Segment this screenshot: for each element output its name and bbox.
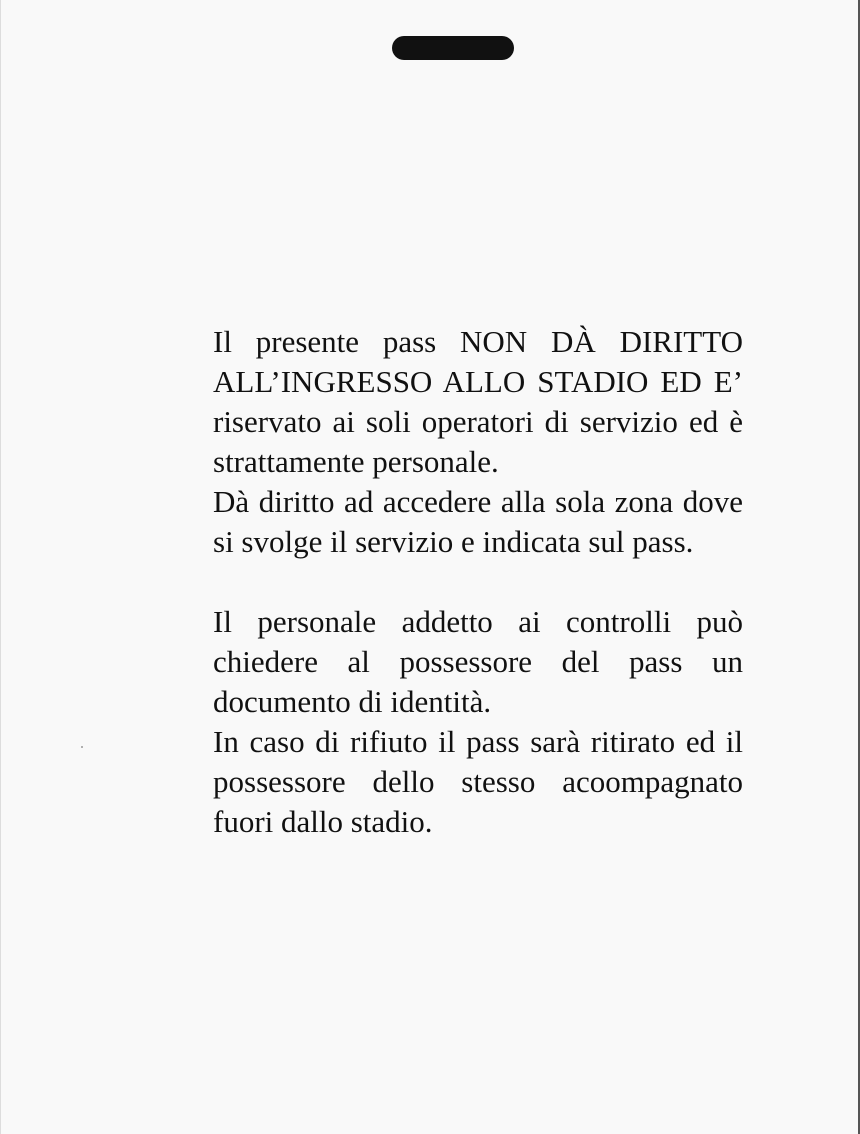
lanyard-slot-hole — [392, 36, 514, 60]
paragraph-gap — [213, 562, 743, 602]
scan-speck — [81, 746, 83, 748]
paragraph-refusal-consequence: In caso di rifiuto il pass sarà ritirato ed il possessore dello stesso acoompagnato fuori dallo stadio. — [213, 724, 743, 839]
paragraph-zone-access: Dà diritto ad accedere alla sola zona dove si svolge il servizio e indicata sul pass. — [213, 484, 743, 559]
paragraph-identity-check: Il personale addetto ai controlli può chiedere al possessore del pass un documento di identità. — [213, 604, 743, 719]
paragraph-access-restriction: Il presente pass NON DÀ DIRITTO ALL’INGRESSO ALLO STADIO ED E’ riservato ai soli operatori di servizio ed è strattamente personale. — [213, 324, 743, 479]
pass-rules-text — [213, 322, 743, 842]
